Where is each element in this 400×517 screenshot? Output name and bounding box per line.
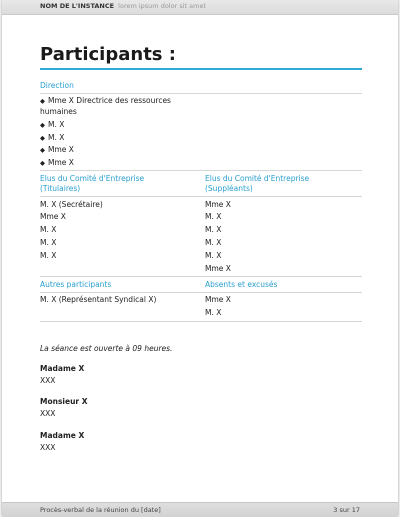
autre-participant-item: M. X (Représentant Syndical X) <box>40 295 157 304</box>
titulaire-item: M. X <box>40 251 57 260</box>
direction-heading: Direction <box>40 81 74 90</box>
suppleant-item: M. X <box>205 212 222 221</box>
document-page <box>2 0 398 516</box>
direction-item <box>40 158 74 168</box>
direction-item <box>40 120 64 130</box>
speaker-text: XXX <box>40 409 56 418</box>
divider <box>40 196 362 197</box>
speaker-name: Monsieur X <box>40 397 88 406</box>
header-subtitle: lorem ipsum dolor sit amet <box>118 2 206 10</box>
suppleant-item: Mme X <box>205 200 231 209</box>
direction-item-continuation: humaines <box>40 107 77 116</box>
footer-document-label: Procès-verbal de la réunion du [date] <box>40 506 161 514</box>
direction-item <box>40 96 171 106</box>
absent-item: M. X <box>205 308 222 317</box>
suppleant-item: Mme X <box>205 264 231 273</box>
direction-item <box>40 133 64 143</box>
speaker-name: Madame X <box>40 364 85 373</box>
page-title: Participants : <box>40 44 176 65</box>
divider <box>40 276 362 277</box>
page-footer <box>2 502 398 517</box>
diamond-bullet-icon: ◆ <box>40 121 45 129</box>
diamond-bullet-icon: ◆ <box>40 134 45 142</box>
diamond-bullet-icon: ◆ <box>40 159 45 167</box>
divider <box>40 292 362 293</box>
divider <box>40 170 362 171</box>
autres-participants-heading: Autres participants <box>40 280 112 289</box>
direction-item <box>40 145 74 155</box>
footer-page-number: 3 sur 17 <box>333 506 360 514</box>
direction-item-text: Mme X Directrice des ressources <box>48 96 171 105</box>
divider <box>40 93 362 94</box>
speaker-name: Madame X <box>40 431 85 440</box>
title-underline <box>40 68 362 70</box>
titulaire-item: M. X <box>40 238 57 247</box>
elus-titulaires-heading-line1: Elus du Comité d'Entreprise <box>40 174 145 183</box>
direction-item-text: M. X <box>48 133 65 142</box>
absent-item: Mme X <box>205 295 231 304</box>
seance-opening-text: La séance est ouverte à 09 heures. <box>40 344 173 353</box>
absents-excuses-heading: Absents et excusés <box>205 280 278 289</box>
page-header <box>2 0 398 15</box>
suppleant-item: M. X <box>205 225 222 234</box>
titulaire-item: M. X <box>40 225 57 234</box>
direction-item-text: M. X <box>48 120 65 129</box>
suppleant-item: M. X <box>205 238 222 247</box>
direction-item-text: Mme X <box>48 158 74 167</box>
speaker-text: XXX <box>40 443 56 452</box>
titulaire-item: Mme X <box>40 212 66 221</box>
speaker-text: XXX <box>40 376 56 385</box>
titulaire-item: M. X (Secrétaire) <box>40 200 103 209</box>
divider <box>40 321 362 322</box>
elus-titulaires-heading-line2: (Titulaires) <box>40 184 81 193</box>
direction-item-text: Mme X <box>48 145 74 154</box>
diamond-bullet-icon: ◆ <box>40 97 45 105</box>
instance-label: NOM DE L'INSTANCE <box>40 2 115 10</box>
diamond-bullet-icon: ◆ <box>40 146 45 154</box>
header-text <box>40 2 206 10</box>
elus-suppleants-heading-line2: (Suppléants) <box>205 184 253 193</box>
elus-suppleants-heading-line1: Elus du Comité d'Entreprise <box>205 174 310 183</box>
suppleant-item: M. X <box>205 251 222 260</box>
